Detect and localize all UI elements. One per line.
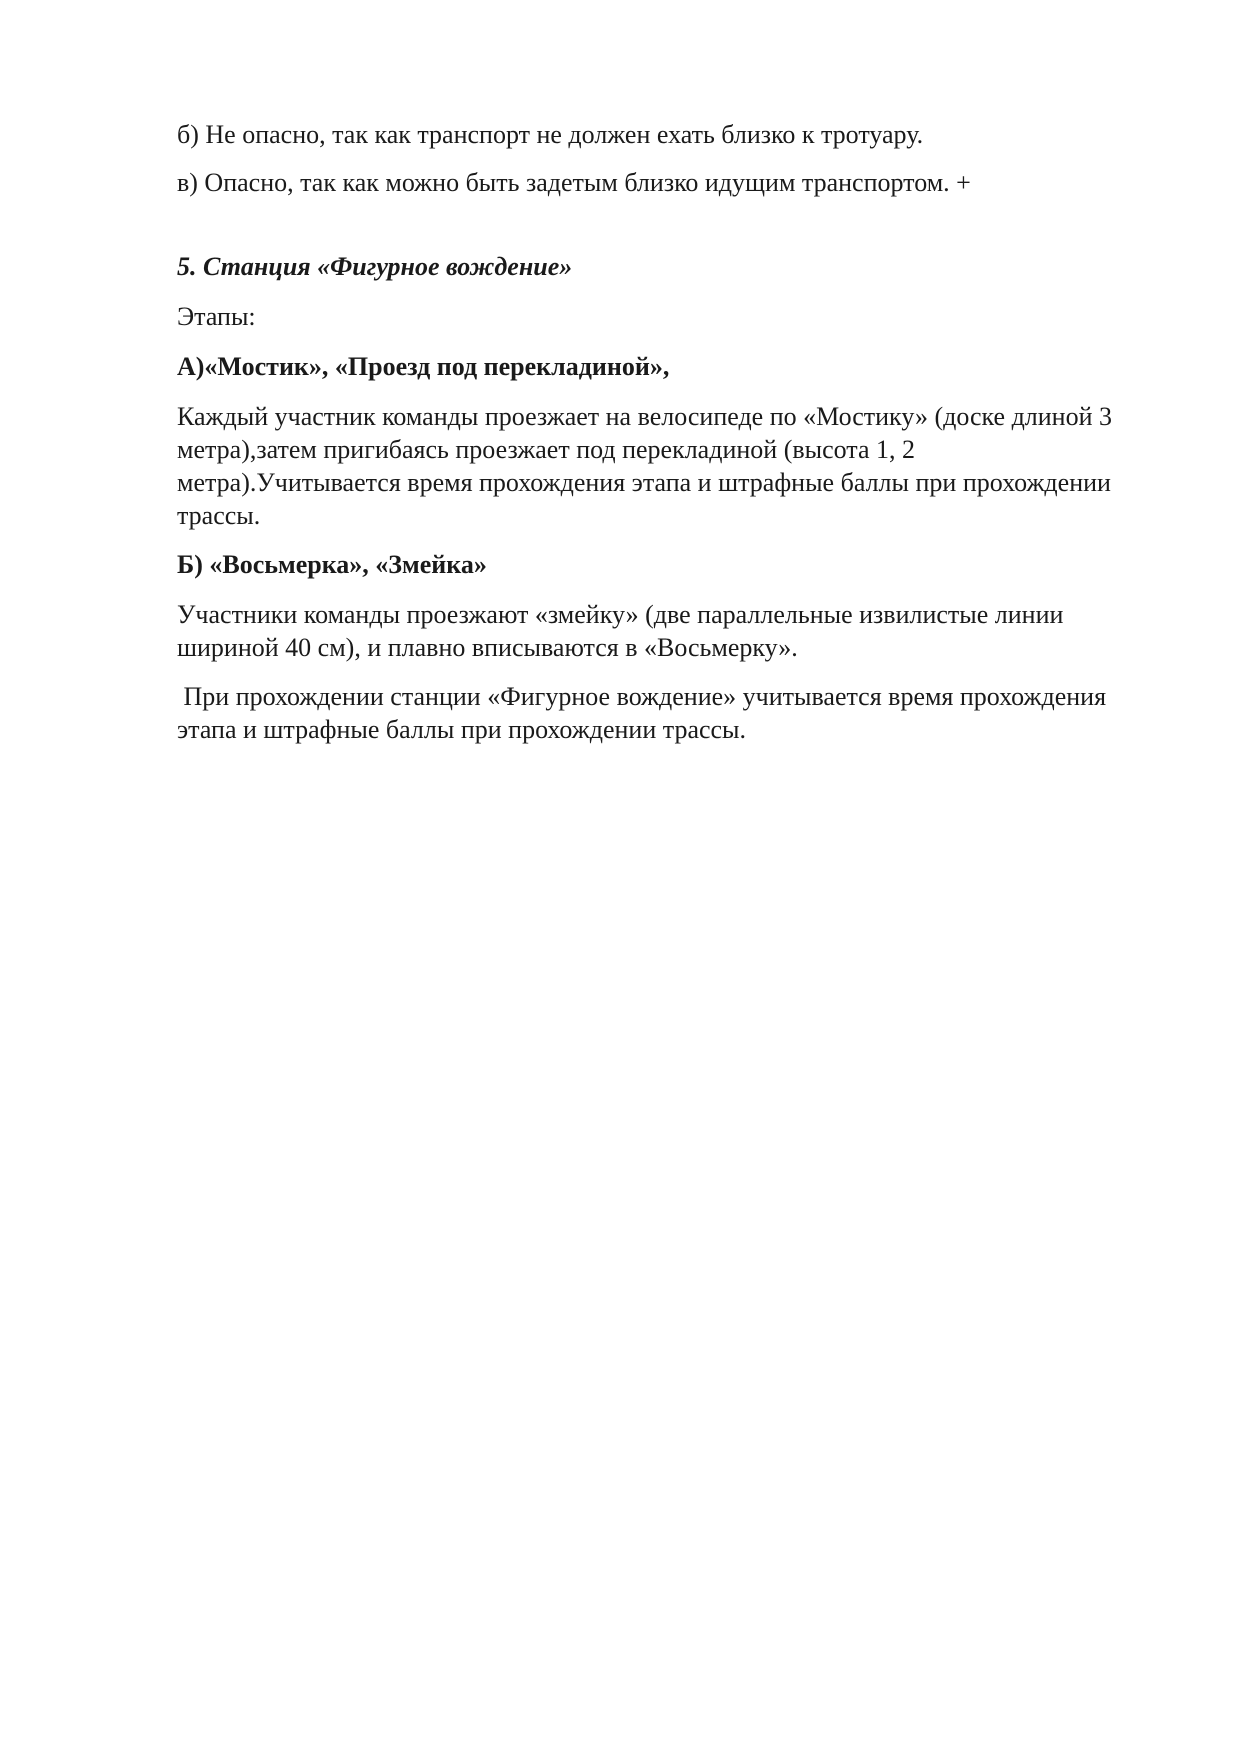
document-content	[177, 118, 1137, 746]
stage-a-heading: А)«Мостик», «Проезд под перекладиной»,	[177, 352, 670, 381]
answer-option-b: б) Не опасно, так как транспорт не должен ехать близко к тротуару.	[177, 120, 924, 149]
station-heading: 5. Станция «Фигурное вождение»	[177, 252, 573, 281]
closing-paragraph: При прохождении станции «Фигурное вождение» учитывается время прохождения этапа и штрафные баллы при прохождении трассы.	[177, 682, 1113, 744]
answer-option-v: в) Опасно, так как можно быть задетым близко идущим транспортом. +	[177, 168, 971, 197]
stage-b-description: Участники команды проезжают «змейку» (две параллельные извилистые линии шириной 40 см), и плавно вписываются в «Восьмерку».	[177, 600, 1064, 662]
stage-b-heading: Б) «Восьмерка», «Змейка»	[177, 550, 487, 579]
stage-a-description: Каждый участник команды проезжает на велосипеде по «Мостику» (доске длиной 3 метра),затем пригибаясь проезжает под перекладиной (высота 1, 2 метра).Учитывается время прохождения этапа и штрафные баллы при прохождении трассы.	[177, 402, 1113, 530]
stages-label: Этапы:	[177, 302, 256, 331]
